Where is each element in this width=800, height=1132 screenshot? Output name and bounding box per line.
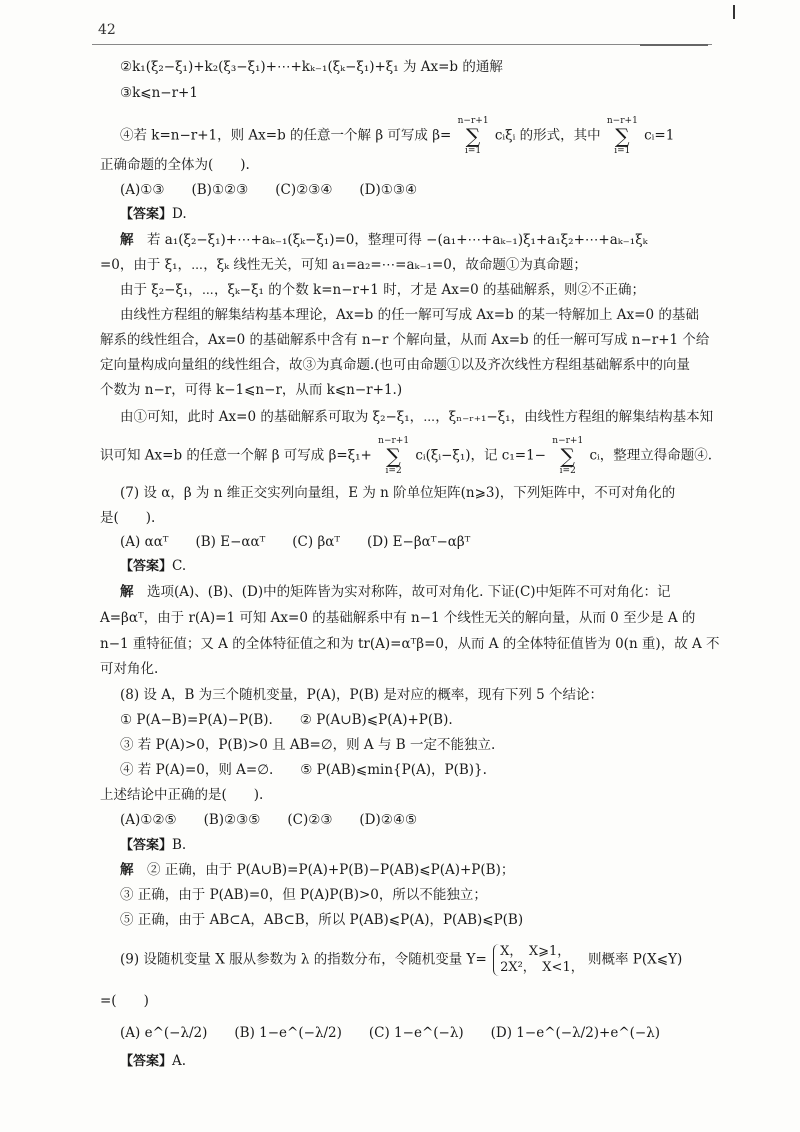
corner-mark bbox=[733, 5, 735, 19]
sum-upper: n−r+1 bbox=[378, 436, 410, 446]
sum-symbol: n−r+1 ∑ i=2 bbox=[378, 436, 410, 476]
sum-symbol: n−r+1 ∑ i=1 bbox=[457, 116, 489, 156]
options-line: (A) ααᵀ (B) E−ααᵀ (C) βαᵀ (D) E−βαᵀ−αβᵀ bbox=[120, 534, 471, 550]
answer-label: 【答案】 bbox=[120, 207, 173, 222]
options-line: (A)①②⑤ (B)②③⑤ (C)②③ (D)②④⑤ bbox=[120, 812, 418, 828]
text-line: 上述结论中正确的是( ). bbox=[100, 787, 264, 803]
answer-label: 【答案】 bbox=[120, 559, 173, 574]
text-fragment: 则概率 P(X⩽Y) bbox=[588, 951, 683, 968]
text-line: 是( ). bbox=[100, 510, 156, 526]
text-line: n−1 重特征值；又 A 的全体特征值之和为 tr(A)=αᵀβ=0，从而 A 的全体特征值皆为 0(n 重)，故 A 不 bbox=[100, 636, 720, 652]
answer-value: D. bbox=[172, 206, 187, 222]
text-line: ⑤ 正确，由于 AB⊂A，AB⊂B，所以 P(AB)⩽P(A)，P(AB)⩽P(B) bbox=[120, 912, 524, 928]
text-line: ① P(A−B)=P(A)−P(B). ② P(A∪B)⩽P(A)+P(B). bbox=[120, 712, 453, 728]
text-fragment: 识可知 Ax=b 的任意一个解 β 可写成 β=ξ₁+ bbox=[100, 447, 372, 464]
text-line: 正确命题的全体为( ). bbox=[100, 157, 250, 173]
sum-lower: i=2 bbox=[559, 466, 576, 476]
text-line bbox=[120, 116, 674, 156]
answer-value: C. bbox=[172, 558, 187, 574]
text-fragment: cᵢ(ξᵢ−ξ₁)，记 c₁=1− bbox=[415, 447, 546, 464]
text-fragment: cᵢ，整理立得命题④. bbox=[589, 447, 713, 464]
sum-lower: i=1 bbox=[614, 146, 631, 156]
text-line: 解系的线性组合，Ax=0 的基础解系中含有 n−r 个解向量，从而 Ax=b 的任一解可写成 n−r+1 个给 bbox=[100, 332, 710, 348]
text-fragment: cᵢ=1 bbox=[644, 127, 675, 144]
answer-line bbox=[120, 205, 187, 224]
text-fragment: (9) 设随机变量 X 服从参数为 λ 的指数分布，令随机变量 Y= bbox=[120, 951, 487, 968]
sum-upper: n−r+1 bbox=[606, 116, 638, 126]
solution-label: 解 bbox=[120, 232, 134, 248]
options-line: (A)①③ (B)①②③ (C)②③④ (D)①③④ bbox=[120, 182, 418, 198]
text-line bbox=[120, 861, 514, 879]
text-line: 可对角化. bbox=[100, 661, 159, 677]
sum-symbol: n−r+1 ∑ i=1 bbox=[606, 116, 638, 156]
solution-label: 解 bbox=[120, 584, 134, 600]
case-1: X， X⩾1， bbox=[500, 944, 571, 959]
answer-line bbox=[120, 1052, 186, 1071]
answer-value: A. bbox=[172, 1053, 187, 1069]
options-line: (A) e^(−λ/2) (B) 1−e^(−λ/2) (C) 1−e^(−λ) (D) 1−e^(−λ/2)+e^(−λ) bbox=[120, 1025, 661, 1041]
sum-upper: n−r+1 bbox=[552, 436, 584, 446]
page-number: 42 bbox=[98, 22, 116, 38]
question-8: (8) 设 A，B 为三个随机变量，P(A)，P(B) 是对应的概率，现有下列 5 个结论： bbox=[120, 687, 604, 703]
text-line: ②k₁(ξ₂−ξ₁)+k₂(ξ₃−ξ₁)+⋯+kₖ₋₁(ξₖ−ξ₁)+ξ₁ 为 Ax=b 的通解 bbox=[120, 59, 503, 75]
text-fragment: ④若 k=n−r+1，则 Ax=b 的任意一个解 β 可写成 β= bbox=[120, 127, 452, 144]
text-line: ④ 若 P(A)=0，则 A=∅. ⑤ P(AB)⩽min{P(A)，P(B)}. bbox=[120, 762, 487, 778]
text-line: ③k⩽n−r+1 bbox=[120, 85, 198, 101]
text-line: =( ) bbox=[100, 993, 149, 1009]
text-line: ③ 若 P(A)>0，P(B)>0 且 AB=∅，则 A 与 B 一定不能独立. bbox=[120, 737, 496, 753]
text-fragment: cᵢξᵢ 的形式，其中 bbox=[494, 127, 601, 144]
sum-symbol: n−r+1 ∑ i=2 bbox=[552, 436, 584, 476]
sum-lower: i=1 bbox=[465, 146, 482, 156]
text-line: 由①可知，此时 Ax=0 的基础解系可取为 ξ₂−ξ₁，⋯，ξₙ₋ᵣ₊₁−ξ₁，由线性方程组的解集结构基本知 bbox=[120, 409, 714, 425]
answer-label: 【答案】 bbox=[120, 838, 173, 853]
text-fragment: ② 正确，由于 P(A∪B)=P(A)+P(B)−P(AB)⩽P(A)+P(B)； bbox=[147, 862, 515, 878]
case-2: 2X²， X<1， bbox=[500, 960, 584, 975]
header-rule-accent bbox=[640, 44, 708, 46]
text-line bbox=[120, 231, 648, 249]
solution-label: 解 bbox=[120, 862, 134, 878]
text-line: A=βαᵀ，由于 r(A)=1 可知 Ax=0 的基础解系中有 n−1 个线性无关的解向量，从而 0 至少是 A 的 bbox=[100, 610, 696, 626]
text-line: =0，由于 ξ₁，⋯，ξₖ 线性无关，可知 a₁=a₂=⋯=aₖ₋₁=0，故命题①为真命题； bbox=[100, 257, 587, 273]
text-line: 由于 ξ₂−ξ₁，⋯，ξₖ−ξ₁ 的个数 k=n−r+1 时，才是 Ax=0 的基础解系，则②不正确； bbox=[120, 282, 646, 298]
header-rule bbox=[92, 44, 712, 45]
text-line bbox=[100, 436, 712, 476]
answer-value: B. bbox=[172, 837, 187, 853]
text-line bbox=[120, 583, 671, 601]
sum-upper: n−r+1 bbox=[457, 116, 489, 126]
question-7: (7) 设 α，β 为 n 维正交实列向量组，E 为 n 阶单位矩阵(n⩾3)，下列矩阵中，不可对角化的 bbox=[120, 485, 676, 501]
text-line: 由线性方程组的解集结构基本理论，Ax=b 的任一解可写成 Ax=b 的某一特解加上 Ax=0 的基础 bbox=[120, 307, 699, 323]
piecewise-brace bbox=[493, 944, 584, 976]
answer-label: 【答案】 bbox=[120, 1054, 173, 1069]
text-line: ③ 正确，由于 P(AB)=0，但 P(A)P(B)>0，所以不能独立； bbox=[120, 887, 487, 903]
question-9 bbox=[120, 944, 682, 976]
answer-line bbox=[120, 557, 186, 576]
answer-line bbox=[120, 836, 186, 855]
text-fragment: 若 a₁(ξ₂−ξ₁)+⋯+aₖ₋₁(ξₖ−ξ₁)=0，整理可得 −(a₁+⋯+aₖ₋₁)ξ₁+a₁ξ₂+⋯+aₖ₋₁ξₖ bbox=[147, 232, 648, 248]
sum-lower: i=2 bbox=[385, 466, 402, 476]
text-line: 定向量构成向量组的线性组合，故③为真命题.(也可由命题①以及齐次线性方程组基础解系中的向量 bbox=[100, 357, 691, 373]
text-line: 个数为 n−r，可得 k−1⩽n−r，从而 k⩽n−r+1.) bbox=[100, 382, 403, 398]
text-fragment: 选项(A)、(B)、(D)中的矩阵皆为实对称阵，故可对角化. 下证(C)中矩阵不可对角化：记 bbox=[147, 584, 671, 600]
